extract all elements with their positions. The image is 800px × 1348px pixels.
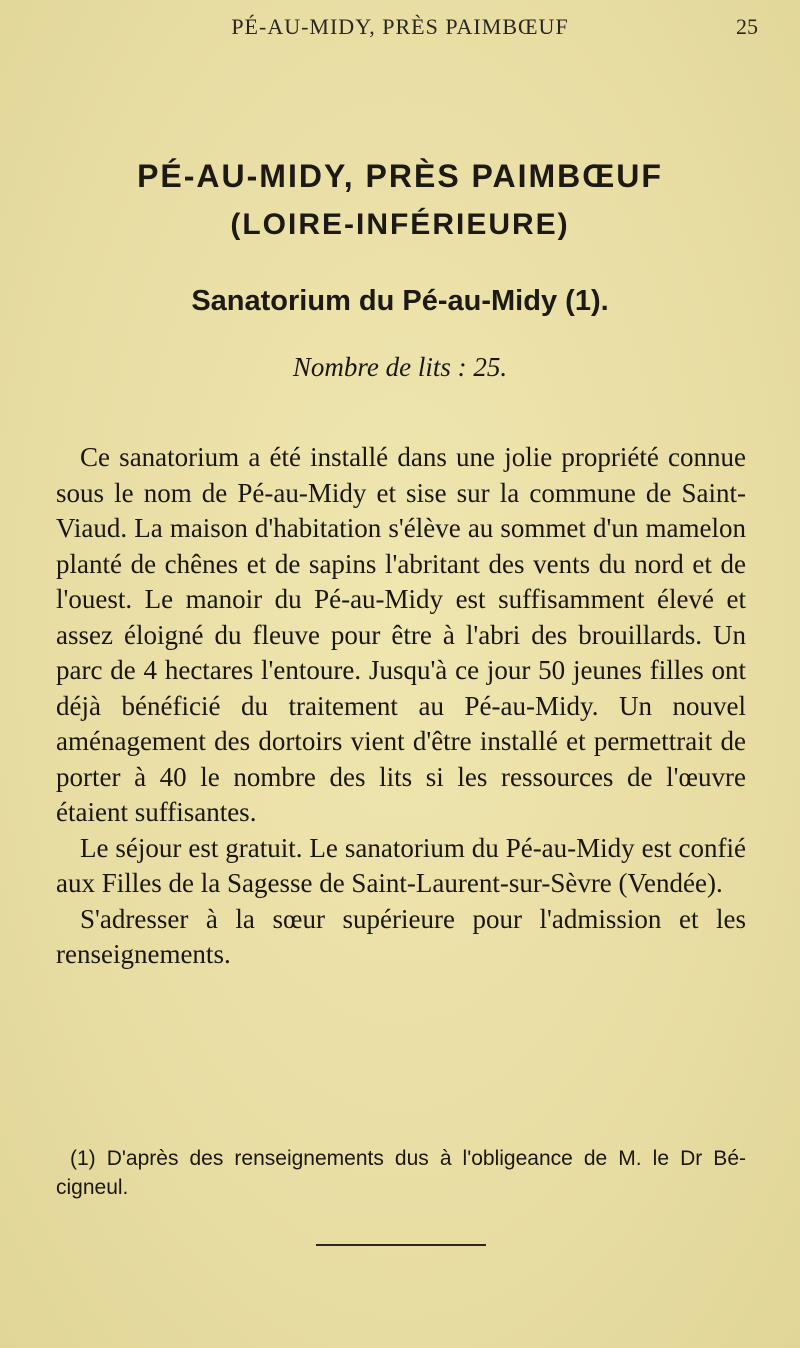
running-header: [0, 14, 800, 54]
closing-rule: [316, 1244, 486, 1246]
paragraph: S'adresser à la sœur supérieure pour l'admission et les renseignements.: [56, 903, 746, 969]
body-text: [56, 440, 746, 973]
running-title: PÉ-AU-MIDY, PRÈS PAIMBŒUF: [231, 14, 569, 39]
bed-count: Nombre de lits : 25.: [292, 352, 508, 382]
sanatorium-name-text: Sanatorium du Pé-au-Midy: [191, 285, 558, 317]
paragraph: Ce sanatorium a été installé dans une jolie propriété connue sous le nom de Pé-au-Midy et sise sur la commune de Saint-Viaud. La maison d'habitation s'élève au sommet d'un mamelon planté de chênes et de sapins l'abritant des vents du nord et de l'ouest. Le manoir du Pé-au-Midy est suffisamment élevé et assez éloigné du fleuve pour être à l'abri des brouillards. Un parc de 4 hectares l'entoure. Jusqu'à ce jour 50 jeunes filles ont déjà bénéficié du traitement au Pé-au-Midy. Un nouvel aménagement des dortoirs vient d'être installé et permettrait de porter à 40 le nombre des lits si les ressources de l'œuvre étaient suffisantes.: [56, 442, 746, 827]
sanatorium-name: [0, 285, 800, 318]
footnote: [56, 1144, 746, 1202]
paragraph: Le séjour est gratuit. Le sanatorium du Pé-au-Midy est confié aux Filles de la Sagesse de Saint-Laurent-sur-Sèvre (Vendée).: [56, 832, 746, 898]
footnote-mark: (1): [70, 1147, 96, 1170]
footnote-reference: (1).: [565, 285, 609, 317]
entry-region: (LOIRE-INFÉRIEURE): [230, 208, 570, 241]
page-number: 25: [736, 14, 758, 39]
footnote-text: D'après des renseignements dus à l'obligeance de M. le Dr Bé-cigneul.: [56, 1147, 746, 1199]
entry-title: PÉ-AU-MIDY, PRÈS PAIMBŒUF: [137, 158, 663, 194]
